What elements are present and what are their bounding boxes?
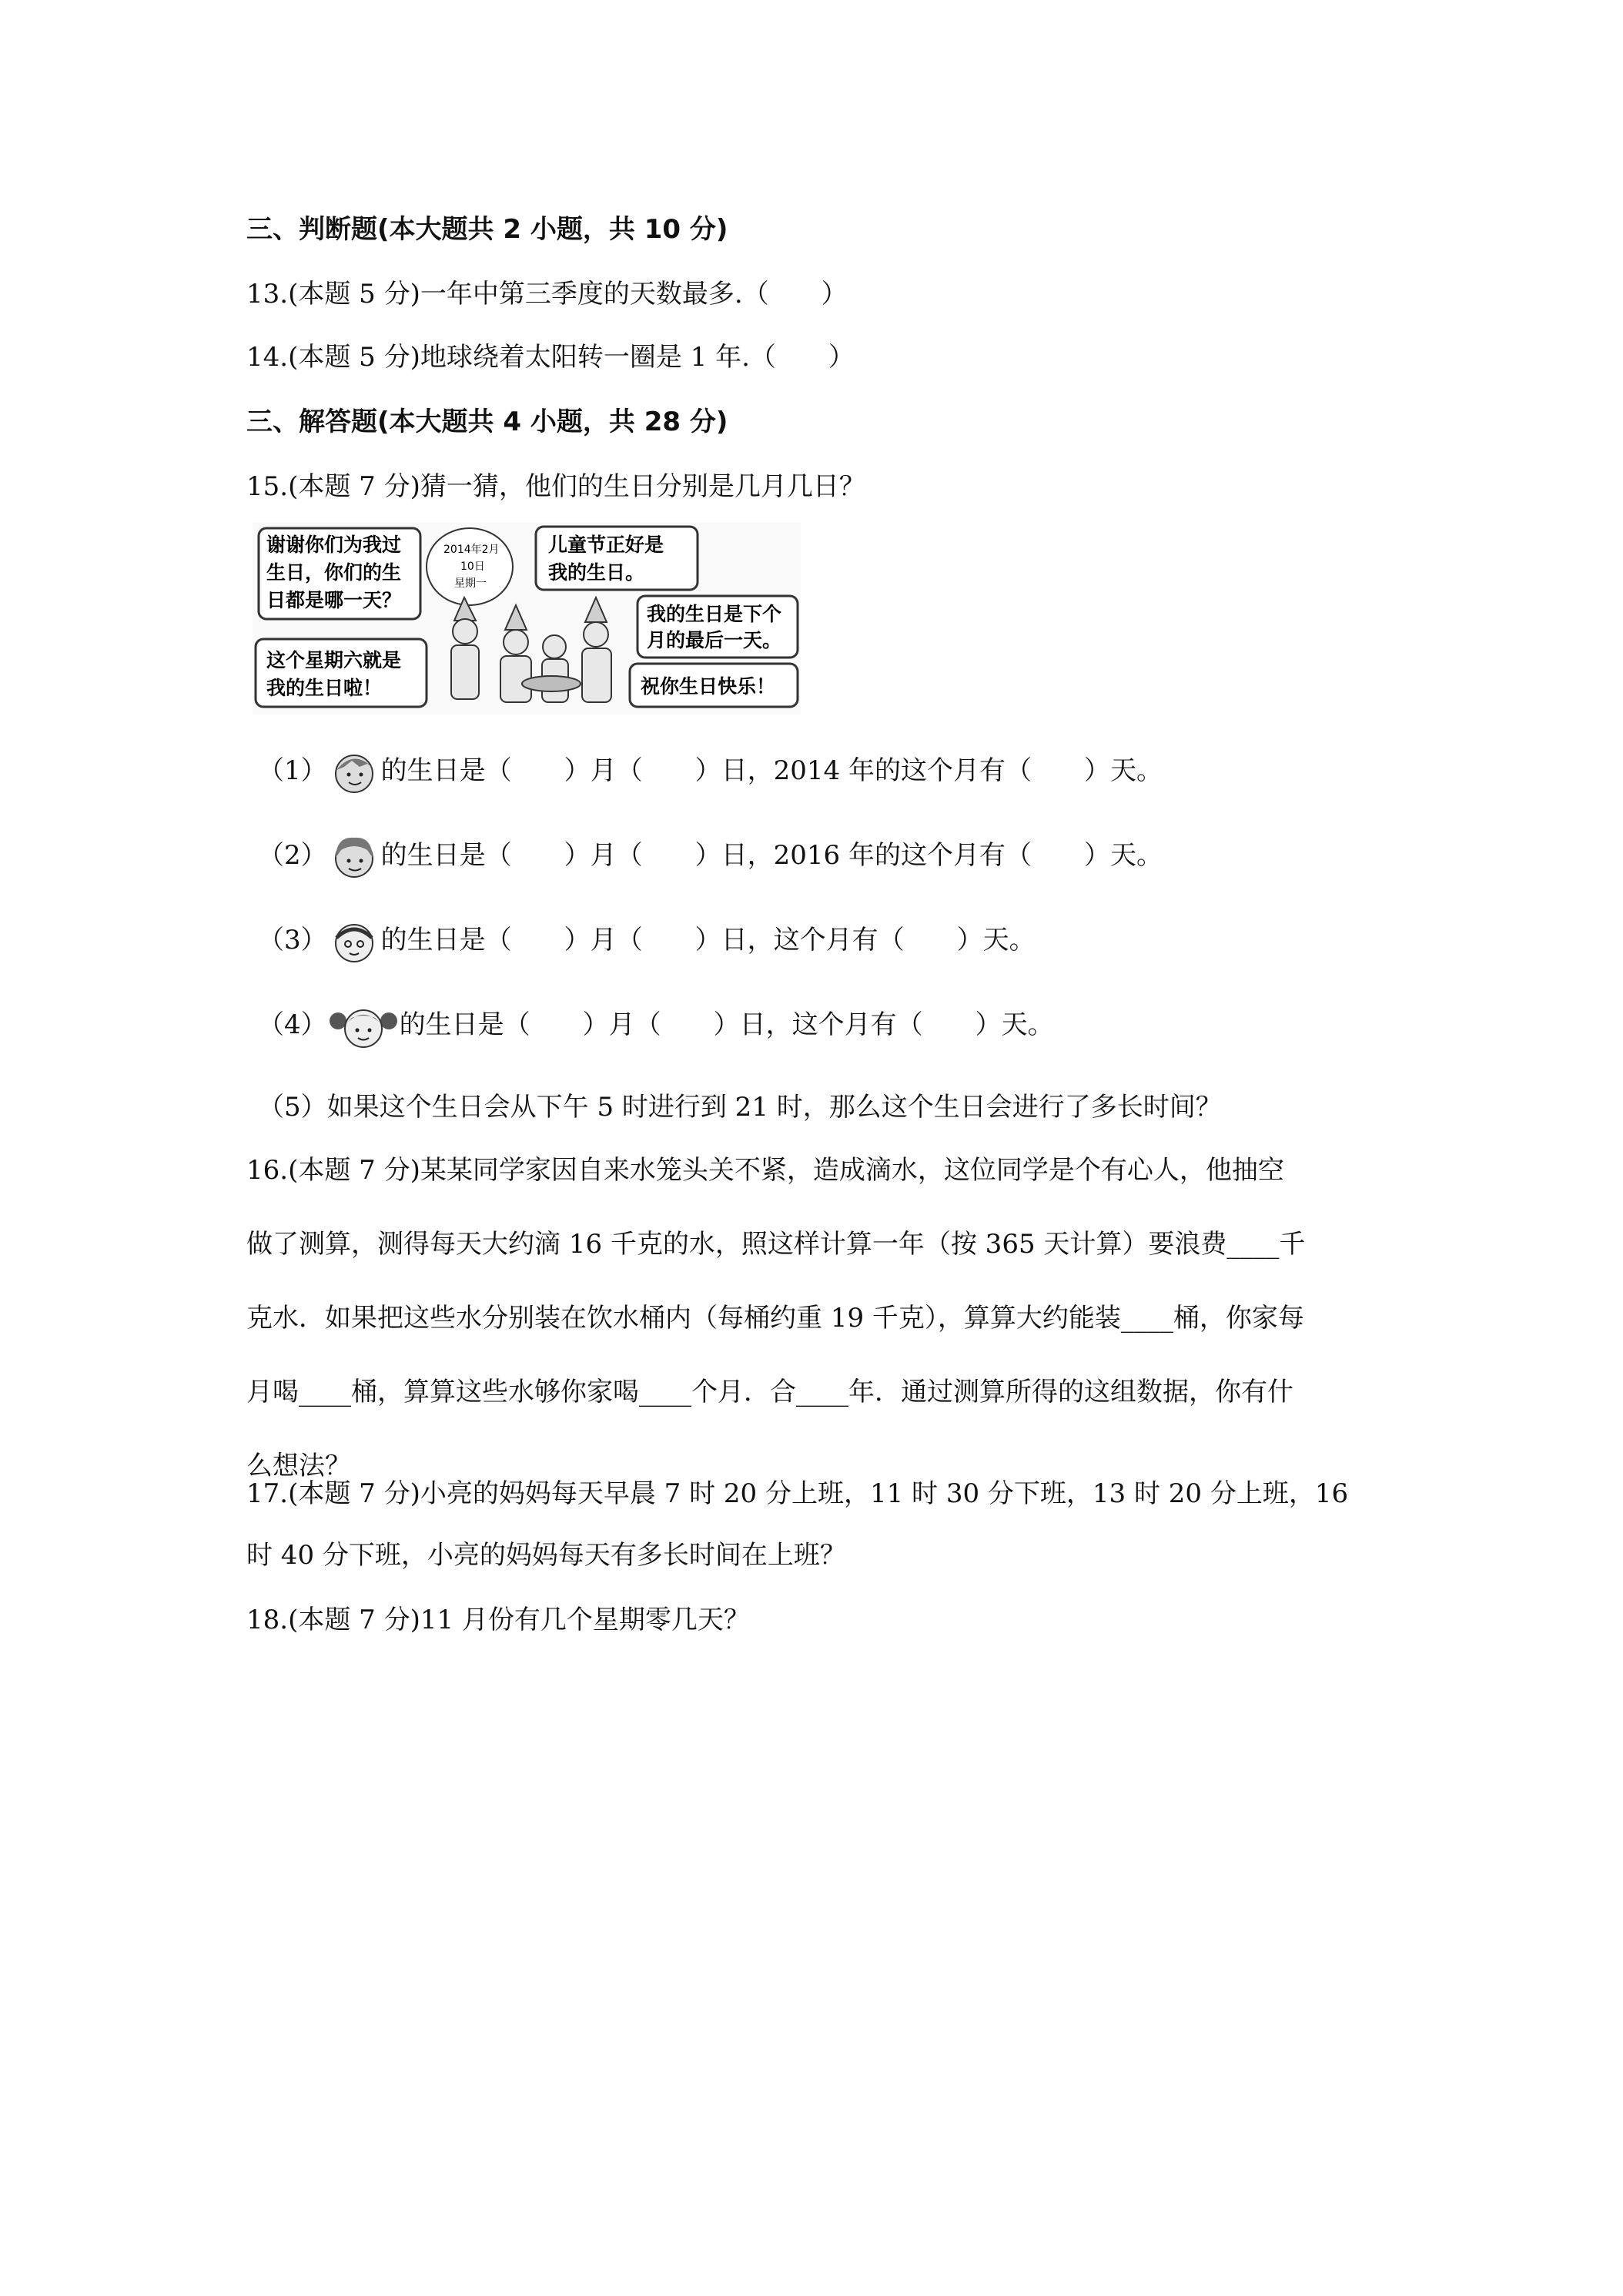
sub-question-1	[258, 747, 1163, 798]
speech-bubble-4	[256, 639, 427, 707]
question-16	[246, 1155, 1305, 1481]
q16-line2: 做了测算，测得每天大约滴 16 千克的水，照这样计算一年（按 365 天计算）要浪费____千	[246, 1229, 1306, 1260]
girl-face-icon	[329, 832, 380, 882]
speech-bubble-1	[259, 528, 420, 619]
sub1-number: （1）	[258, 755, 327, 786]
calendar-line2: 10日	[460, 561, 485, 573]
bubble1-line1: 谢谢你们为我过	[266, 534, 402, 556]
boy-with-headband-face-icon	[329, 916, 380, 967]
calendar-bubble	[427, 528, 513, 605]
calendar-line1: 2014年2月	[443, 544, 500, 556]
sub2-text: 的生日是（ ）月（ ）日，2016 年的这个月有（ ）天。	[380, 840, 1163, 871]
sub4-number: （4）	[258, 1009, 327, 1040]
bubble4-line2: 我的生日啦！	[266, 677, 383, 699]
sub2-number: （2）	[258, 840, 327, 871]
bubble2-line1: 儿童节正好是	[548, 534, 664, 556]
q17-line1: 17.(本题 7 分)小亮的妈妈每天早晨 7 时 20 分上班，11 时 30 分下班，13 时 20 分上班，16	[246, 1478, 1349, 1509]
bubble3-line1: 我的生日是下个	[647, 603, 782, 625]
bubble1-line3: 日都是哪一天？	[266, 589, 402, 611]
q16-line4: 月喝____桶，算算这些水够你家喝____个月．合____年．通过测算所得的这组数据，你有什	[246, 1377, 1293, 1407]
girl-with-pigtails-face-icon	[329, 1001, 398, 1052]
speech-bubble-5	[630, 664, 798, 707]
bubble3-line2: 月的最后一天。	[647, 629, 782, 651]
q16-line1: 16.(本题 7 分)某某同学家因自来水笼头关不紧，造成滴水，这位同学是个有心人，他抽空	[246, 1155, 1284, 1186]
sub-question-2	[258, 832, 1163, 882]
question-18: 18.(本题 7 分)11 月份有几个星期零几天？	[246, 1605, 750, 1635]
speech-bubble-3	[637, 596, 798, 658]
sub-question-5: （5）如果这个生日会从下午 5 时进行到 21 时，那么这个生日会进行了多长时间？	[258, 1092, 1222, 1123]
q16-line3: 克水．如果把这些水分别装在饮水桶内（每桶约重 19 千克），算算大约能装____桶，你家每	[246, 1303, 1304, 1334]
birthday-comic-illustration	[253, 522, 801, 715]
sub3-text: 的生日是（ ）月（ ）日，这个月有（ ）天。	[380, 925, 1036, 956]
section-answer-title: 三、解答题(本大题共 4 小题，共 28 分)	[246, 407, 728, 437]
sub3-number: （3）	[258, 925, 327, 956]
sub-question-4	[258, 1001, 1054, 1052]
q16-line5: 么想法？	[246, 1451, 351, 1481]
question-13: 13.(本题 5 分)一年中第三季度的天数最多.（ ）	[246, 279, 848, 310]
bubble5-text: 祝你生日快乐！	[641, 675, 776, 698]
section-judgement-title: 三、判断题(本大题共 2 小题，共 10 分)	[246, 214, 728, 245]
calendar-line3: 星期一	[454, 577, 487, 590]
sub-question-3	[258, 916, 1036, 967]
q17-line2: 时 40 分下班，小亮的妈妈每天有多长时间在上班？	[246, 1540, 846, 1571]
sub4-text: 的生日是（ ）月（ ）日，这个月有（ ）天。	[399, 1009, 1054, 1040]
boy-face-icon	[329, 747, 380, 798]
speech-bubble-2	[536, 527, 698, 590]
question-15-stem: 15.(本题 7 分)猜一猜，他们的生日分别是几月几日？	[246, 471, 865, 502]
question-14: 14.(本题 5 分)地球绕着太阳转一圈是 1 年.（ ）	[246, 342, 855, 373]
bubble2-line2: 我的生日。	[548, 561, 645, 584]
bubble1-line2: 生日，你们的生	[266, 561, 402, 584]
bubble4-line1: 这个星期六就是	[266, 649, 402, 671]
sub1-text: 的生日是（ ）月（ ）日，2014 年的这个月有（ ）天。	[380, 755, 1163, 786]
